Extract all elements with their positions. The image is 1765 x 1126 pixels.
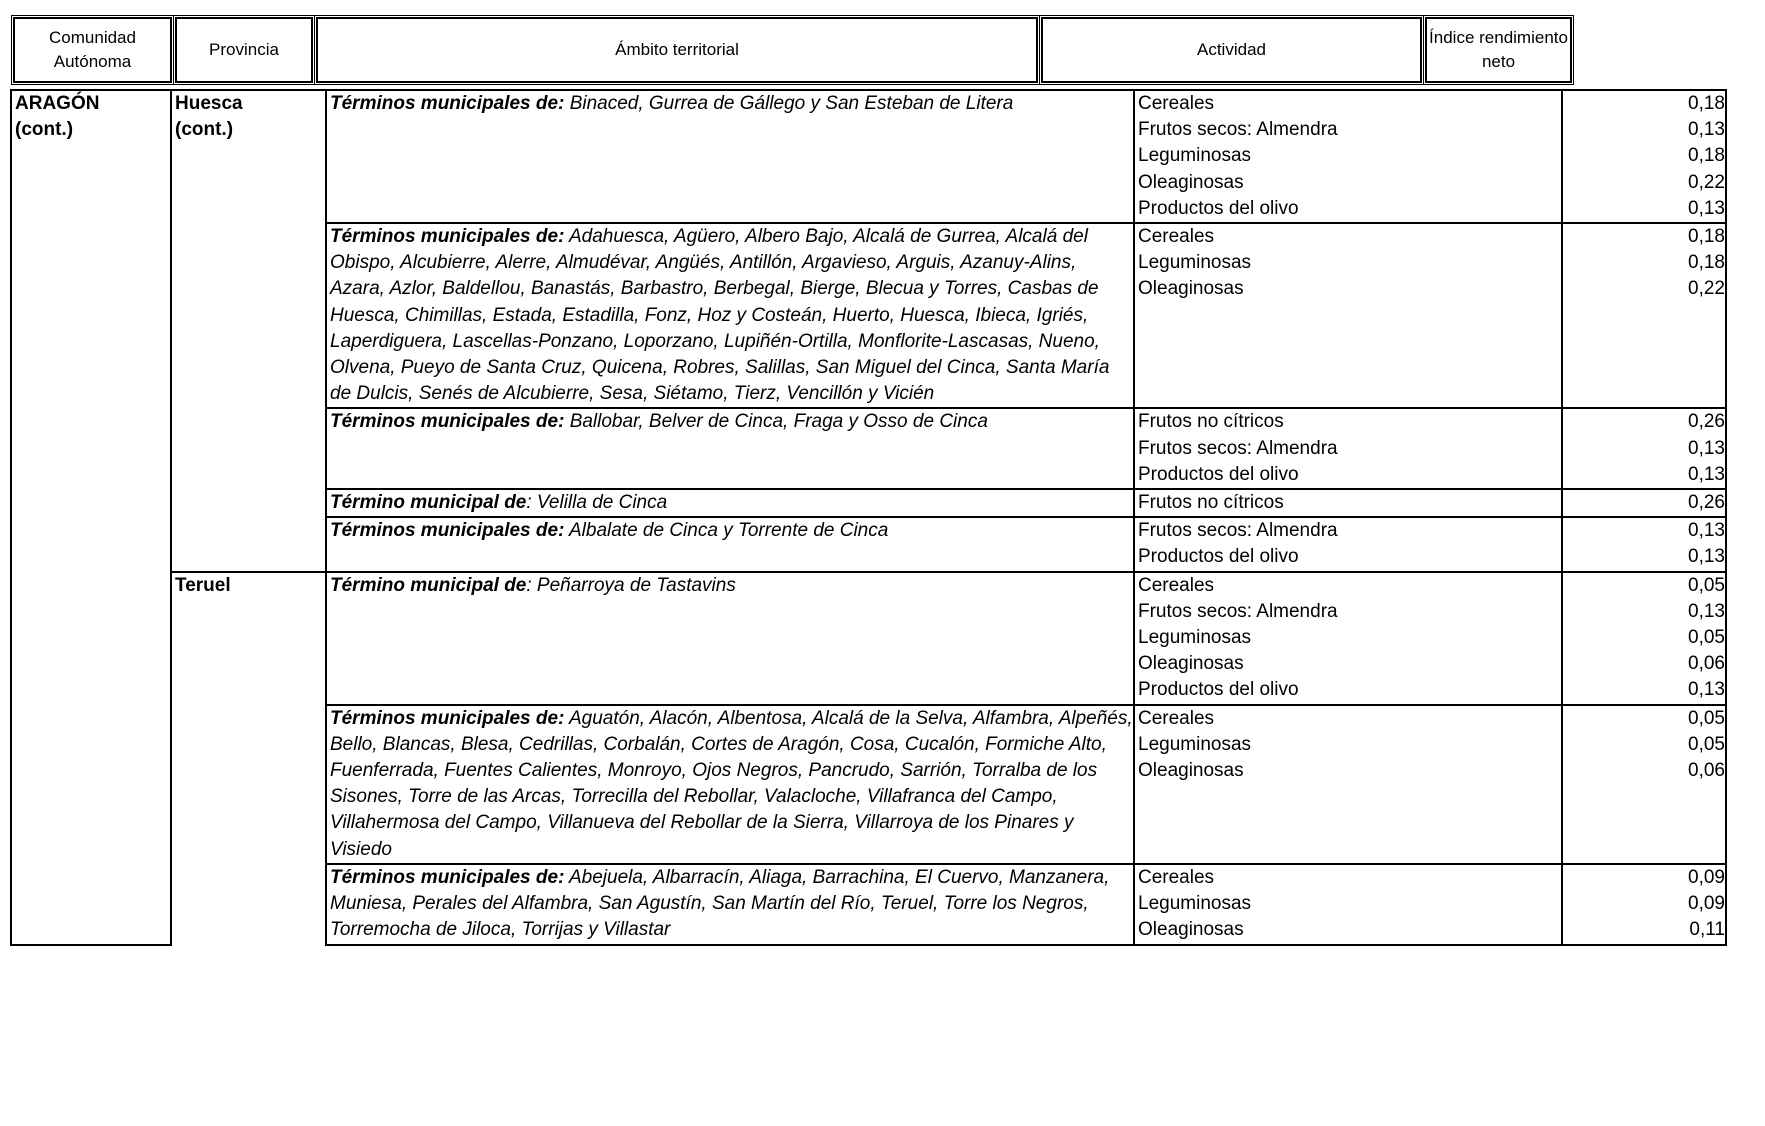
table-row xyxy=(11,572,1726,705)
provincia-name: Huesca xyxy=(175,93,243,114)
ambito-text: Ballobar, Belver de Cinca, Fraga y Osso de Cinca xyxy=(569,411,988,433)
cell-actividad xyxy=(1134,408,1562,489)
ambito-prefix: Términos municipales de: xyxy=(330,707,565,729)
ambito-text: Binaced, Gurrea de Gállego y San Esteban de Litera xyxy=(569,93,1014,114)
ambito-text: Albalate de Cinca y Torrente de Cinca xyxy=(568,520,889,542)
ambito-prefix: Término municipal de xyxy=(330,574,527,596)
ambito-prefix: Términos municipales de: xyxy=(330,866,565,888)
indice-value: 0,26 xyxy=(1688,411,1725,433)
data-table xyxy=(10,89,1727,946)
cell-ambito xyxy=(326,705,1134,864)
actividad-item: Frutos secos: Almendra xyxy=(1138,600,1338,622)
indice-value: 0,06 xyxy=(1688,760,1725,782)
cell-ambito xyxy=(326,489,1134,517)
header-ambito: Ámbito territorial xyxy=(316,17,1038,83)
actividad-item: Productos del olivo xyxy=(1138,197,1299,219)
cell-indice xyxy=(1562,223,1726,408)
ambito-prefix: Términos municipales de: xyxy=(330,226,565,248)
indice-value: 0,13 xyxy=(1688,119,1725,141)
indice-value: 0,09 xyxy=(1688,866,1725,888)
actividad-item: Productos del olivo xyxy=(1138,546,1299,568)
cell-ambito xyxy=(326,223,1134,408)
table-row xyxy=(11,90,1726,223)
actividad-item: Frutos secos: Almendra xyxy=(1138,437,1338,459)
indice-value: 0,13 xyxy=(1688,520,1725,542)
indice-value: 0,18 xyxy=(1688,226,1725,248)
ambito-prefix: Término municipal de xyxy=(330,492,527,514)
indice-value: 0,13 xyxy=(1688,600,1725,622)
indice-value: 0,18 xyxy=(1688,145,1725,167)
indice-value: 0,05 xyxy=(1688,627,1725,649)
cell-ambito xyxy=(326,864,1134,945)
data-table-body xyxy=(11,90,1726,945)
actividad-item: Cereales xyxy=(1138,707,1215,729)
indice-value: 0,13 xyxy=(1688,437,1725,459)
actividad-item: Leguminosas xyxy=(1138,145,1252,167)
cell-ambito xyxy=(326,408,1134,489)
comunidad-suffix: (cont.) xyxy=(15,119,74,141)
actividad-item: Leguminosas xyxy=(1138,733,1252,755)
provincia-name: Teruel xyxy=(175,574,231,596)
cell-actividad xyxy=(1134,572,1562,705)
indice-value: 0,22 xyxy=(1688,171,1725,193)
actividad-item: Cereales xyxy=(1138,866,1215,888)
actividad-item: Leguminosas xyxy=(1138,893,1252,915)
ambito-text: Adahuesca, Agüero, Albero Bajo, Alcalá de Gurrea, Alcalá del Obispo, Alcubierre, Alerre, Almudévar, Angüés, Antillón, Argavieso, Arguis, Azanuy-Alins, Azara, Azlor, Baldellou, Banastás, Barbastro, Berbegal, Bierge, Blecua y Torres, Casbas de Huesca, Chimillas, Estada, Estadilla, Fonz, Hoz y Costeán, Huerto, Huesca, Ibieca, Igriés, Laperdiguera, Lascellas-Ponzano, Loporzano, Lupiñén-Ortilla, Monflorite-Lascasas, Nueno, Olvena, Pueyo de Santa Cruz, Quicena, Robres, Salillas, San Miguel del Cinca, Santa María de Dulcis, Senés de Alcubierre, Sesa, Siétamo, Tierz, Vencillón y Vicién xyxy=(330,226,1110,405)
actividad-item: Productos del olivo xyxy=(1138,679,1299,701)
indice-value: 0,09 xyxy=(1688,893,1725,915)
cell-provincia xyxy=(171,572,326,945)
actividad-item: Frutos secos: Almendra xyxy=(1138,119,1338,141)
ambito-text: Aguatón, Alacón, Albentosa, Alcalá de la Selva, Alfambra, Alpeñés, Bello, Blancas, Blesa, Cedrillas, Corbalán, Cortes de Aragón, Cosa, Cucalón, Formiche Alto, Fuenferrada, Fuentes Calientes, Monroyo, Ojos Negros, Pancrudo, Sarrión, Torralba de los Sisones, Torre de las Arcas, Torrecilla del Rebollar, Valacloche, Villafranca del Campo, Villahermosa del Campo, Villanueva del Rebollar de la Sierra, Villarroya de los Pinares y Visiedo xyxy=(330,707,1133,860)
actividad-item: Cereales xyxy=(1138,93,1215,114)
actividad-item: Oleaginosas xyxy=(1138,760,1244,782)
cell-ambito xyxy=(326,517,1134,571)
actividad-item: Frutos no cítricos xyxy=(1138,411,1284,433)
cell-indice xyxy=(1562,517,1726,571)
header-provincia: Provincia xyxy=(175,17,313,83)
indice-value: 0,22 xyxy=(1688,278,1725,300)
ambito-prefix: Términos municipales de: xyxy=(330,411,565,433)
document xyxy=(10,17,1727,946)
actividad-item: Leguminosas xyxy=(1138,252,1252,274)
indice-value: 0,13 xyxy=(1688,679,1725,701)
indice-value: 0,13 xyxy=(1688,546,1725,568)
ambito-text: : Peñarroya de Tastavins xyxy=(526,574,736,596)
cell-actividad xyxy=(1134,90,1562,223)
header-comunidad: Comunidad Autónoma xyxy=(13,17,172,83)
cell-indice xyxy=(1562,572,1726,705)
indice-value: 0,06 xyxy=(1688,653,1725,675)
provincia-suffix: (cont.) xyxy=(175,119,234,141)
cell-actividad xyxy=(1134,517,1562,571)
indice-value: 0,05 xyxy=(1688,733,1725,755)
actividad-item: Oleaginosas xyxy=(1138,919,1244,941)
actividad-item: Cereales xyxy=(1138,226,1215,248)
indice-value: 0,05 xyxy=(1688,574,1725,596)
cell-comunidad xyxy=(11,90,171,945)
header-row xyxy=(13,17,1572,83)
cell-indice xyxy=(1562,864,1726,945)
cell-indice xyxy=(1562,489,1726,517)
ambito-prefix: Términos municipales de: xyxy=(330,520,565,542)
comunidad-name: ARAGÓN xyxy=(15,93,100,114)
cell-indice xyxy=(1562,705,1726,864)
cell-actividad xyxy=(1134,705,1562,864)
indice-value: 0,13 xyxy=(1688,197,1725,219)
actividad-item: Oleaginosas xyxy=(1138,171,1244,193)
indice-value: 0,05 xyxy=(1688,707,1725,729)
cell-ambito xyxy=(326,572,1134,705)
cell-actividad xyxy=(1134,223,1562,408)
indice-value: 0,26 xyxy=(1688,492,1725,514)
actividad-item: Cereales xyxy=(1138,574,1215,596)
actividad-item: Productos del olivo xyxy=(1138,463,1299,485)
cell-provincia xyxy=(171,90,326,572)
indice-value: 0,11 xyxy=(1689,919,1725,941)
actividad-item: Frutos secos: Almendra xyxy=(1138,520,1338,542)
indice-value: 0,13 xyxy=(1688,463,1725,485)
cell-indice xyxy=(1562,408,1726,489)
ambito-prefix: Términos municipales de: xyxy=(330,93,565,114)
actividad-item: Oleaginosas xyxy=(1138,653,1244,675)
actividad-item: Frutos no cítricos xyxy=(1138,492,1284,514)
actividad-item: Leguminosas xyxy=(1138,627,1252,649)
actividad-item: Oleaginosas xyxy=(1138,278,1244,300)
header-indice: Índice rendimiento neto xyxy=(1425,17,1572,83)
ambito-text: : Velilla de Cinca xyxy=(526,492,668,514)
cell-indice xyxy=(1562,90,1726,223)
header-table xyxy=(10,17,1575,83)
ambito-text: Abejuela, Albarracín, Aliaga, Barrachina, El Cuervo, Manzanera, Muniesa, Perales del Alfambra, San Agustín, San Martín del Río, Teruel, Torre los Negros, Torremocha de Jiloca, Torrijas y Villastar xyxy=(330,866,1110,941)
cell-actividad xyxy=(1134,864,1562,945)
cell-actividad xyxy=(1134,489,1562,517)
indice-value: 0,18 xyxy=(1688,252,1725,274)
indice-value: 0,18 xyxy=(1688,93,1725,114)
header-actividad: Actividad xyxy=(1041,17,1422,83)
cell-ambito xyxy=(326,90,1134,223)
